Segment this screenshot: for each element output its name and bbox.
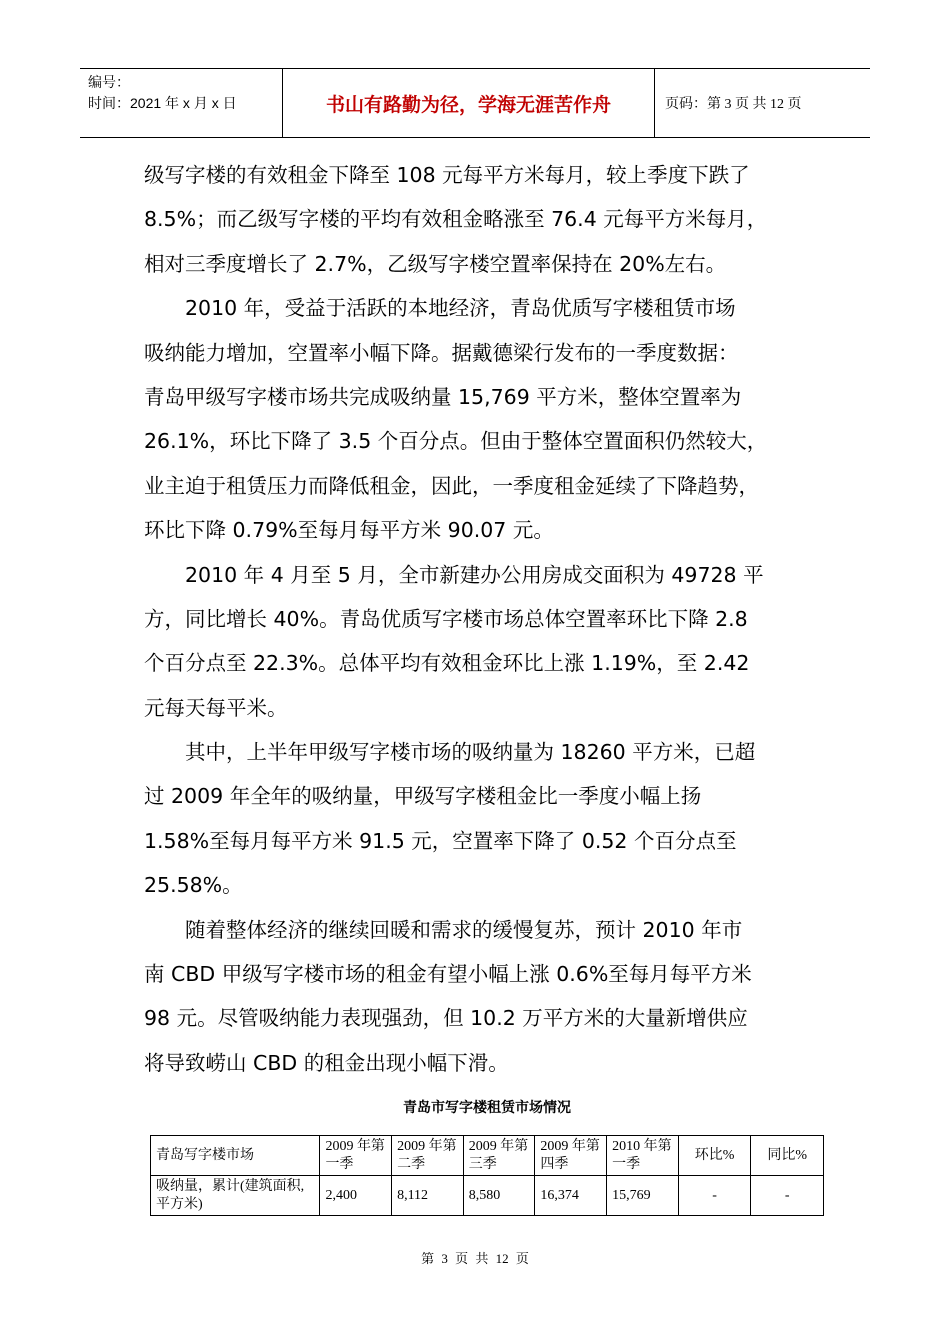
body-line: 相对三季度增长了 2.7%，乙级写字楼空置率保持在 20%左右。 xyxy=(144,251,727,276)
table-header-cell: 2009 年第二季 xyxy=(392,1136,464,1176)
table-header-cell: 2009 年第一季 xyxy=(320,1136,392,1176)
table-header-cell: 2009 年第三季 xyxy=(463,1136,535,1176)
body-line: 随着整体经济的继续回暖和需求的缓慢复苏，预计 2010 年市 xyxy=(144,917,743,942)
table-header-cell: 2009 年第四季 xyxy=(535,1136,607,1176)
table-header-cell: 环比% xyxy=(678,1136,751,1176)
table-row xyxy=(151,1176,824,1216)
body-line: 其中，上半年甲级写字楼市场的吸纳量为 18260 平方米，已超 xyxy=(144,740,756,765)
table-title: 青岛市写字楼租赁市场情况 xyxy=(403,1100,571,1116)
table-cell: 2,400 xyxy=(320,1176,392,1216)
time-label: 时间：2021 年 x 月 x 日 xyxy=(88,95,237,111)
header-slogan: 书山有路勤为径，学海无涯苦作舟 xyxy=(282,69,655,137)
table-cell: 8,112 xyxy=(392,1176,464,1216)
table-header-cell: 2010 年第一季 xyxy=(607,1136,679,1176)
body-line: 级写字楼的有效租金下降至 108 元每平方米每月，较上季度下跌了 xyxy=(144,163,750,187)
body-line: 2010 年，受益于活跃的本地经济，青岛优质写字楼租赁市场 xyxy=(144,296,736,321)
table-header-row xyxy=(151,1136,824,1176)
page-footer: 第 3 页 共 12 页 xyxy=(421,1251,529,1266)
body-line: 1.58%至每月每平方米 91.5 元，空置率下降了 0.52 个百分点至 xyxy=(144,828,737,853)
document-body xyxy=(144,153,810,1085)
body-line: 方，同比增长 40%。青岛优质写字楼市场总体空置率环比下降 2.8 xyxy=(144,606,748,631)
table-cell: - xyxy=(678,1176,751,1216)
body-line: 2010 年 4 月至 5 月，全市新建办公用房成交面积为 49728 平 xyxy=(144,562,764,587)
number-label: 编号： xyxy=(88,74,130,90)
body-line: 南 CBD 甲级写字楼市场的租金有望小幅上涨 0.6%至每月每平方米 xyxy=(144,962,752,987)
header-page-info: 页码：第 3 页 共 12 页 xyxy=(665,97,802,112)
body-line: 8.5%；而乙级写字楼的平均有效租金略涨至 76.4 元每平方米每月， xyxy=(144,207,768,232)
body-line: 元每天每平米。 xyxy=(144,695,288,720)
header-meta xyxy=(80,69,282,137)
table-cell: 8,580 xyxy=(463,1176,535,1216)
body-line: 环比下降 0.79%至每月每平方米 90.07 元。 xyxy=(144,518,554,543)
table-cell: - xyxy=(751,1176,824,1216)
body-line: 青岛甲级写字楼市场共完成吸纳量 15,769 平方米，整体空置率为 xyxy=(144,384,742,409)
page-header xyxy=(80,68,870,138)
table-header-cell: 同比% xyxy=(751,1136,824,1176)
table-cell: 吸纳量，累计(建筑面积,平方米) xyxy=(151,1176,320,1216)
body-line: 将导致崂山 CBD 的租金出现小幅下滑。 xyxy=(144,1050,509,1075)
table-cell: 15,769 xyxy=(607,1176,679,1216)
body-line: 吸纳能力增加，空置率小幅下降。据戴德梁行发布的一季度数据： xyxy=(144,340,739,365)
table-cell: 16,374 xyxy=(535,1176,607,1216)
body-line: 过 2009 年全年的吸纳量，甲级写字楼租金比一季度小幅上扬 xyxy=(144,784,702,809)
body-line: 98 元。尽管吸纳能力表现强劲，但 10.2 万平方米的大量新增供应 xyxy=(144,1006,748,1031)
body-line: 25.58%。 xyxy=(144,873,243,898)
body-line: 个百分点至 22.3%。总体平均有效租金环比上涨 1.19%，至 2.42 xyxy=(144,651,750,676)
body-line: 业主迫于租赁压力而降低租金，因此，一季度租金延续了下降趋势， xyxy=(144,473,759,498)
table-header-cell: 青岛写字楼市场 xyxy=(151,1136,320,1176)
body-line: 26.1%，环比下降了 3.5 个百分点。但由于整体空置面积仍然较大， xyxy=(144,429,768,454)
rental-market-table xyxy=(150,1135,824,1216)
